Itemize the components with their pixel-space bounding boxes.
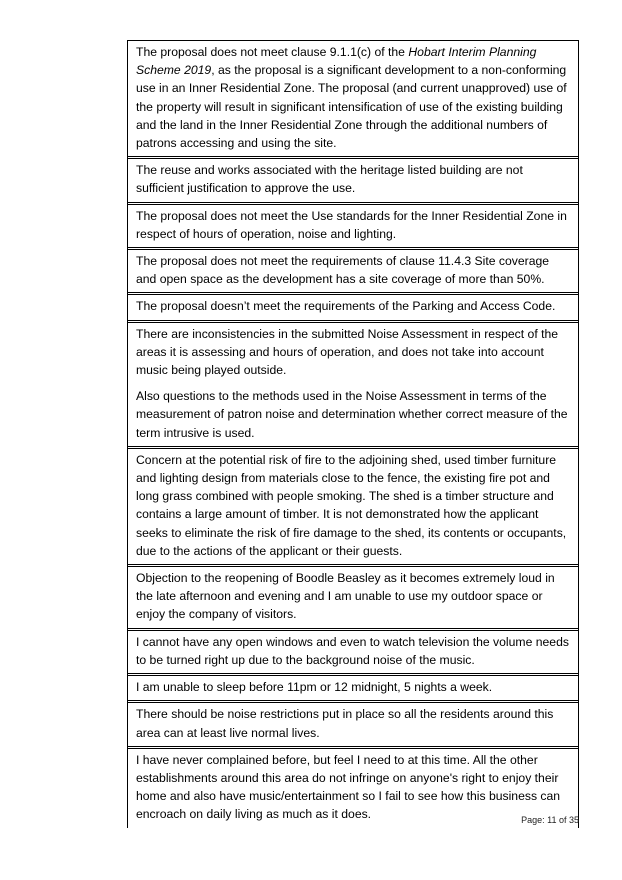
row-text: Concern at the potential risk of fire to the adjoining shed, used timber furniture and lighting design from materials close to the fence, the existing fire pot and long grass combined with people smoking. The shed is a timber structure and contains a large amount of timber. It is not demonstrated how the applicant seeks to eliminate the risk of fire damage to the shed, its contents or occupants, due to the actions of the applicant or their guests. <box>136 452 567 558</box>
table-row-8 <box>128 566 578 629</box>
row-text <box>136 43 570 152</box>
row-text: The proposal does not meet the Use standards for the Inner Residential Zone in respect of hours of operation, noise and lighting. <box>136 208 567 241</box>
row-text-part: , as the proposal is a significant development to a non-conforming use in an Inner Residential Zone. The proposal (and current unapproved) use of the property will result in significant intensification of use of the existing building and the land in the Inner Residential Zone through the additional numbers of patrons accessing and using the site. <box>136 63 567 151</box>
row-text: I cannot have any open windows and even to watch television the volume needs to be turned right up due to the background noise of the music. <box>136 634 569 667</box>
table-row-2 <box>128 158 578 202</box>
table-row-9 <box>128 630 578 674</box>
table-row-10 <box>128 675 578 701</box>
row-text: Objection to the reopening of Boodle Beasley as it becomes extremely loud in the late afternoon and evening and I am unable to use my outdoor space or enjoy the company of visitors. <box>136 571 555 622</box>
row-text: I have never complained before, but feel I need to at this time. All the other establishments around this area do not infringe on anyone's right to enjoy their home and also have music/entertainment so I fail to see how this business can encroach on daily living as much as it does. <box>136 752 561 822</box>
row-text: The proposal doesn’t meet the requirements of the Parking and Access Code. <box>136 299 556 314</box>
row-paragraph: Also questions to the methods used in the Noise Assessment in terms of the measurement of patron noise and determination whether correct measure of the term intrusive is used. <box>136 389 568 440</box>
row-text: There should be noise restrictions put in place so all the residents around this area can at least live normal lives. <box>136 707 554 740</box>
row-text: The proposal does not meet the requirements of clause 11.4.3 Site coverage and open space as the development has a site coverage of more than 50%. <box>136 254 550 287</box>
scheme-name: Hobart Interim Planning Scheme 2019 <box>136 45 537 78</box>
row-text-part: The proposal does not meet clause 9.1.1(c) of the <box>136 45 409 59</box>
table-row-7 <box>128 448 578 565</box>
row-text: The reuse and works associated with the heritage listed building are not sufficient justification to approve the use. <box>136 163 523 196</box>
table-row-5 <box>128 294 578 320</box>
table-row-6 <box>128 322 578 447</box>
submission-table <box>127 40 579 828</box>
table-row-1 <box>128 41 578 157</box>
table-row-11 <box>128 702 578 746</box>
row-paragraph: There are inconsistencies in the submitted Noise Assessment in respect of the areas it is assessing and hours of operation, and does not take into account music being played outside. <box>136 326 559 378</box>
table-row-4 <box>128 249 578 293</box>
table-row-3 <box>128 204 578 248</box>
table-row-12 <box>128 748 578 828</box>
row-text: I am unable to sleep before 11pm or 12 midnight, 5 nights a week. <box>136 680 493 695</box>
page-number: Page: 11 of 35 <box>521 815 579 825</box>
